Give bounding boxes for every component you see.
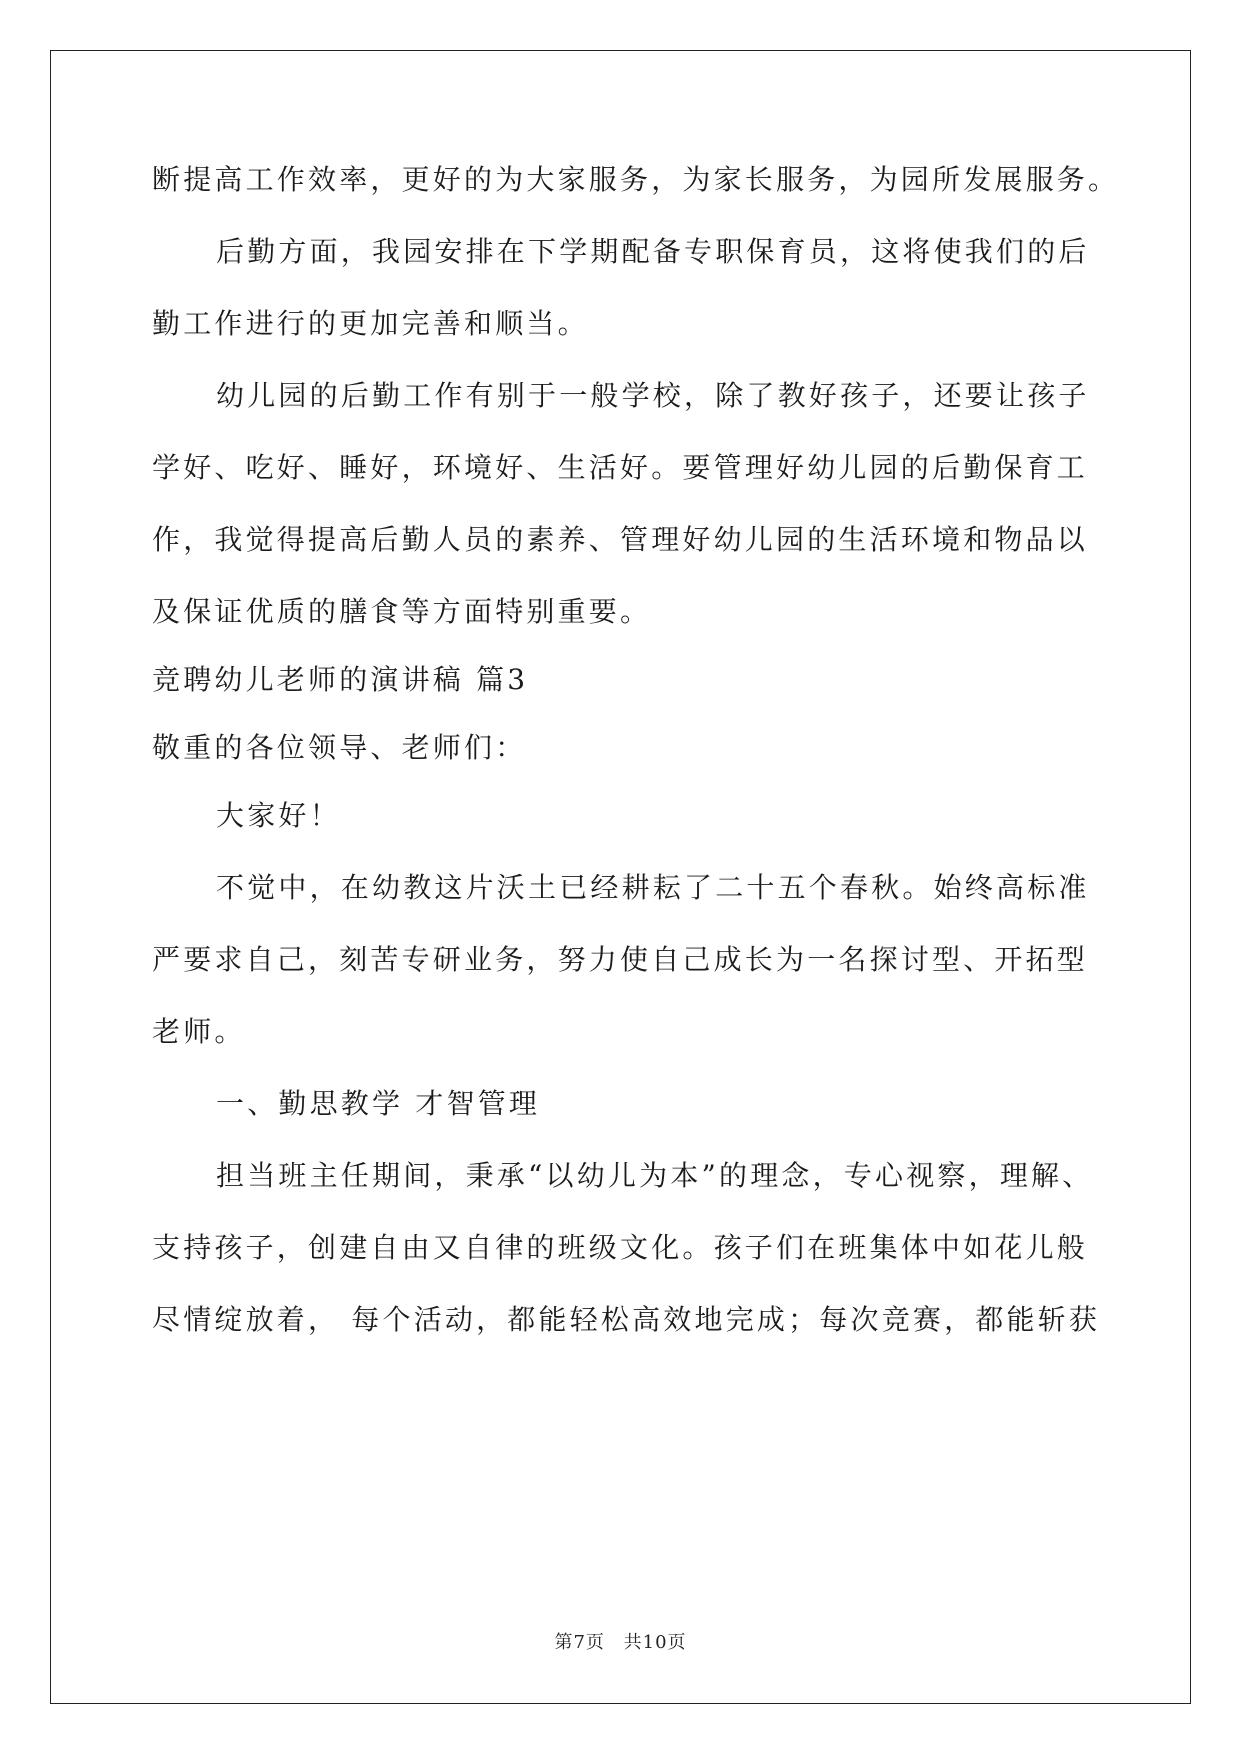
paragraph-line: 及保证优质的膳食等方面特别重要。 [152, 595, 652, 628]
subsection-heading: 一、勤思教学 才智管理 [216, 1087, 541, 1120]
section-heading: 竞聘幼儿老师的演讲稿 篇3 [152, 663, 529, 696]
paragraph-line: 尽情绽放着， 每个活动，都能轻松高效地完成；每次竞赛，都能斩获 [152, 1303, 1101, 1336]
paragraph-line: 老师。 [152, 1015, 246, 1048]
paragraph-line: 勤工作进行的更加完善和顺当。 [152, 307, 589, 340]
greeting: 大家好！ [216, 799, 341, 832]
page-number: 第7页 [554, 1632, 605, 1653]
paragraph-line: 不觉中，在幼教这片沃土已经耕耘了二十五个春秋。始终高标准 [216, 871, 1090, 904]
page-total: 共10页 [623, 1632, 687, 1653]
paragraph-line: 担当班主任期间，秉承“以幼儿为本”的理念，专心视察，理解、 [216, 1159, 1094, 1192]
paragraph-line: 断提高工作效率，更好的为大家服务，为家长服务，为园所发展服务。 [152, 163, 1120, 196]
page-footer [0, 1628, 1241, 1654]
paragraph-line: 学好、吃好、睡好，环境好、生活好。要管理好幼儿园的后勤保育工 [152, 451, 1089, 484]
paragraph-line: 支持孩子，创建自由又自律的班级文化。孩子们在班集体中如花儿般 [152, 1231, 1089, 1264]
paragraph-line: 严要求自己，刻苦专研业务，努力使自己成长为一名探讨型、开拓型 [152, 943, 1089, 976]
paragraph-line: 作，我觉得提高后勤人员的素养、管理好幼儿园的生活环境和物品以 [152, 523, 1089, 556]
salutation: 敬重的各位领导、老师们： [152, 731, 527, 764]
paragraph-line: 后勤方面，我园安排在下学期配备专职保育员，这将使我们的后 [216, 235, 1090, 268]
paragraph-line: 幼儿园的后勤工作有别于一般学校，除了教好孩子，还要让孩子 [216, 379, 1090, 412]
